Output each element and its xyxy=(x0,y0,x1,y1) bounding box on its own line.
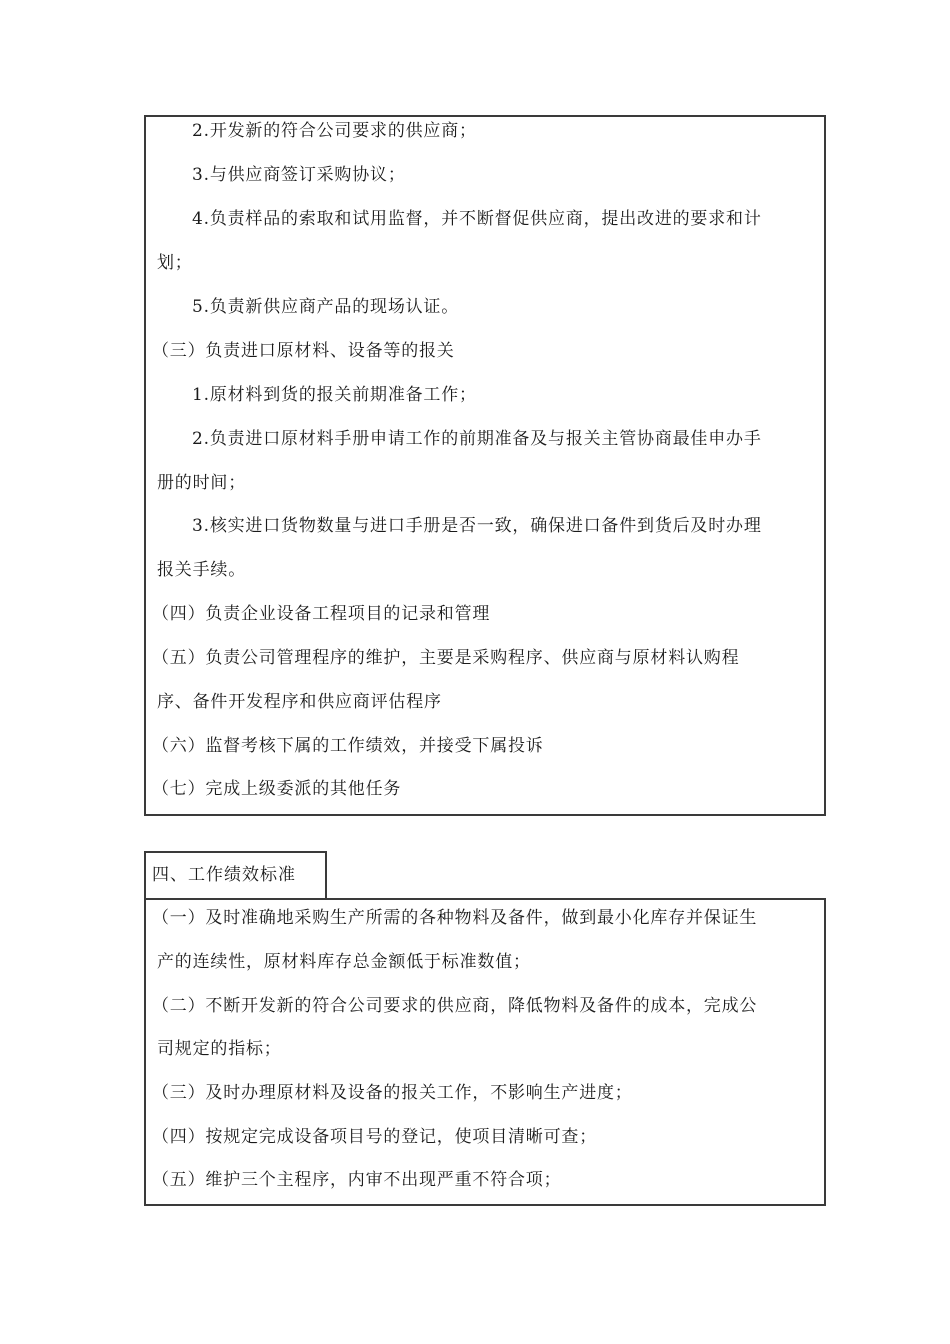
resp-line-5: 5.负责新供应商产品的现场认证。 xyxy=(192,297,460,317)
section-heading-tab xyxy=(144,851,327,900)
resp-line-9: 册的时间； xyxy=(157,473,246,493)
perf-line-5: （三）及时办理原材料及设备的报关工作，不影响生产进度； xyxy=(152,1083,633,1103)
section-heading: 四、工作绩效标准 xyxy=(152,865,296,885)
resp-line-4: 划； xyxy=(157,253,193,273)
resp-line-14: 序、备件开发程序和供应商评估程序 xyxy=(157,692,442,712)
perf-line-1: （一）及时准确地采购生产所需的各种物料及备件，做到最小化库存并保证生 xyxy=(152,908,758,928)
resp-line-12: （四）负责企业设备工程项目的记录和管理 xyxy=(152,604,491,624)
resp-line-6: （三）负责进口原材料、设备等的报关 xyxy=(152,341,455,361)
resp-line-7: 1.原材料到货的报关前期准备工作； xyxy=(192,385,477,405)
perf-line-3: （二）不断开发新的符合公司要求的供应商，降低物料及备件的成本，完成公 xyxy=(152,996,758,1016)
resp-line-8: 2.负责进口原材料手册申请工作的前期准备及与报关主管协商最佳申办手 xyxy=(192,429,762,449)
resp-line-1: 2.开发新的符合公司要求的供应商； xyxy=(192,121,477,141)
resp-line-16: （七）完成上级委派的其他任务 xyxy=(152,779,402,799)
resp-line-3: 4.负责样品的索取和试用监督，并不断督促供应商，提出改进的要求和计 xyxy=(192,209,762,229)
perf-line-4: 司规定的指标； xyxy=(157,1039,282,1059)
perf-line-6: （四）按规定完成设备项目号的登记，使项目清晰可查； xyxy=(152,1127,597,1147)
perf-line-2: 产的连续性，原材料库存总金额低于标准数值； xyxy=(157,952,531,972)
resp-line-10: 3.核实进口货物数量与进口手册是否一致，确保进口备件到货后及时办理 xyxy=(192,516,762,536)
resp-line-2: 3.与供应商签订采购协议； xyxy=(192,165,406,185)
resp-line-13: （五）负责公司管理程序的维护，主要是采购程序、供应商与原材料认购程 xyxy=(152,648,740,668)
perf-line-7: （五）维护三个主程序，内审不出现严重不符合项； xyxy=(152,1170,562,1190)
resp-line-15: （六）监督考核下属的工作绩效，并接受下属投诉 xyxy=(152,736,544,756)
resp-line-11: 报关手续。 xyxy=(157,560,246,580)
